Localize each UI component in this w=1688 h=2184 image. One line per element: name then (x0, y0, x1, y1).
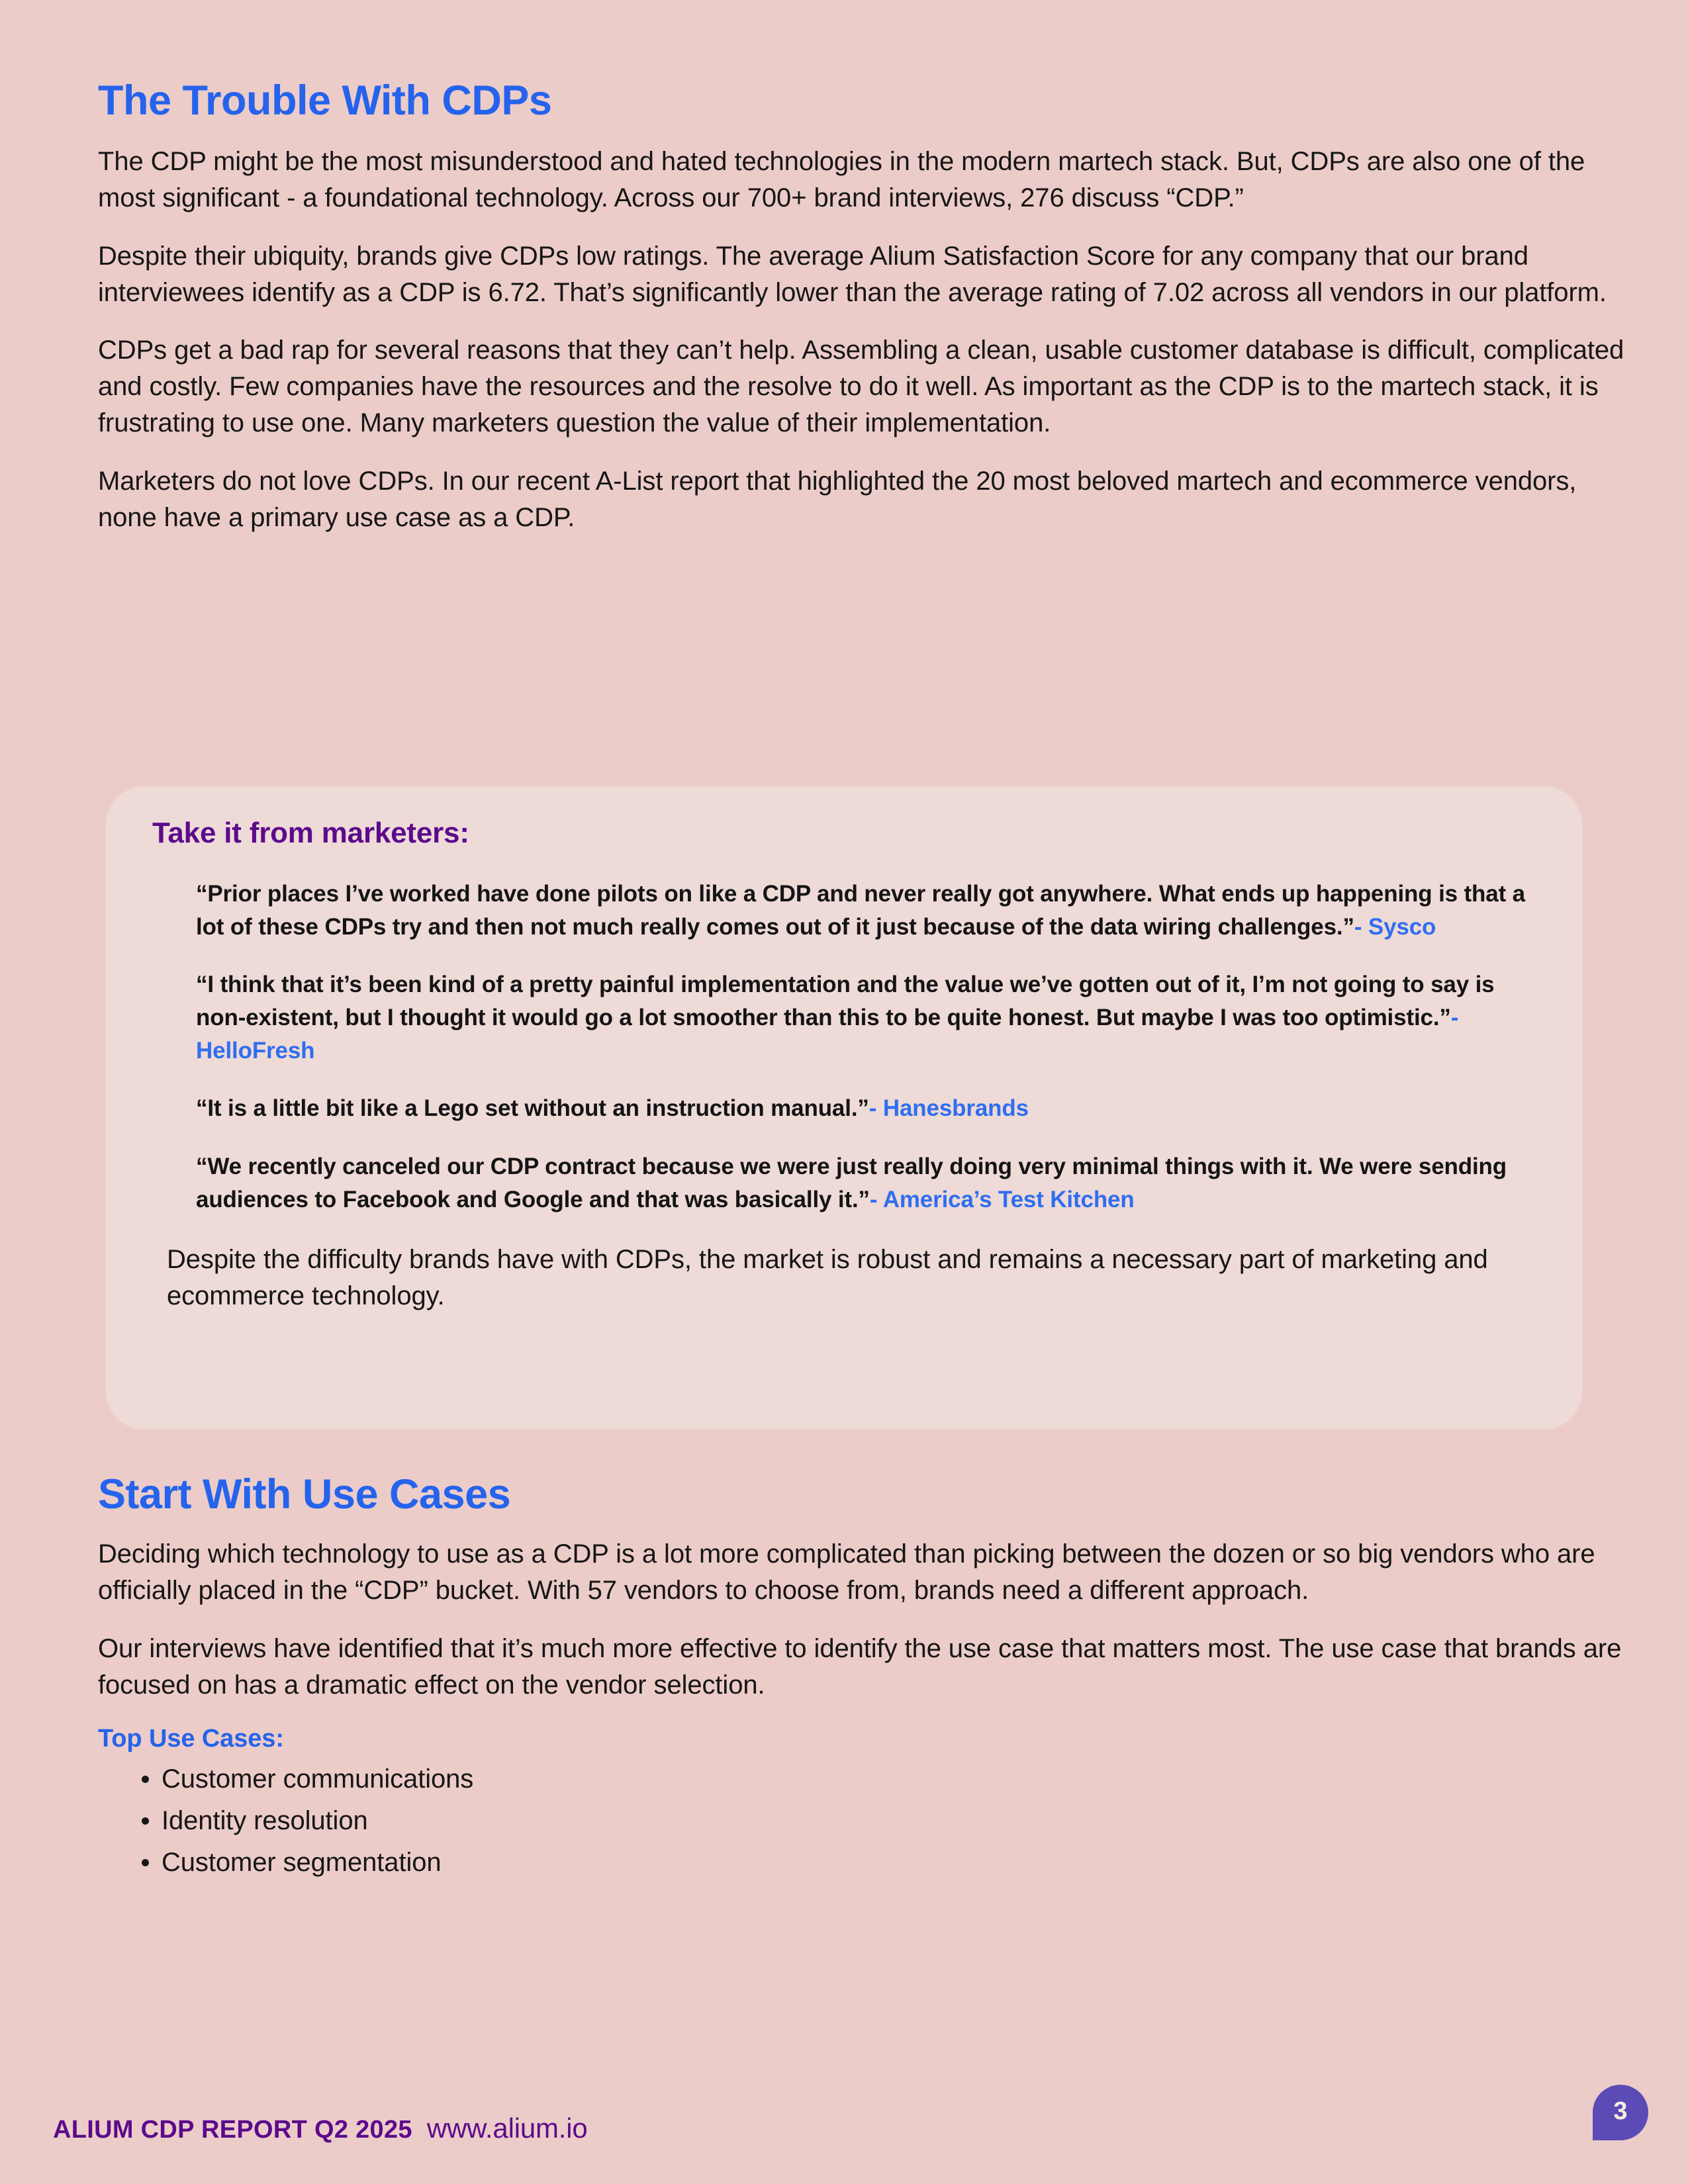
list-item: Identity resolution (139, 1800, 1627, 1842)
quote-text: “We recently canceled our CDP contract because we were just really doing very minimal things with it. We were sending audiences to Facebook and Google and that was basically it.” (196, 1154, 1507, 1212)
paragraph-interviews: Our interviews have identified that it’s much more effective to identify the use case that matters most. The use case that brands are focused on has a dramatic effect on the vendor selection. (98, 1633, 1622, 1700)
callout-closing-paragraph: Despite the difficulty brands have with CDPs, the market is robust and remains a necessary part of marketing and ecommerce technology. (167, 1244, 1488, 1310)
page-number: 3 (1613, 2097, 1628, 2125)
use-case-list (98, 1758, 1627, 1883)
list-item: Customer segmentation (139, 1842, 1627, 1884)
quote-text: “It is a little bit like a Lego set without an instruction manual.” (196, 1095, 869, 1122)
paragraph-alist: Marketers do not love CDPs. In our recent A-List report that highlighted the 20 most beloved martech and ecommerce vendors, none have a primary use case as a CDP. (98, 466, 1577, 532)
paragraph-ratings: Despite their ubiquity, brands give CDPs low ratings. The average Alium Satisfaction Score for any company that our brand interviewees identify as a CDP is 6.72. That’s significantly lower than the average rating of 7.02 across all vendors in our platform. (98, 241, 1607, 307)
use-cases-heading: Start With Use Cases (98, 1471, 511, 1518)
quote-attribution: - HelloFresh (196, 1005, 1459, 1064)
quote-text: “Prior places I’ve worked have done pilots on like a CDP and never really got anywhere. What ends up happening is that a lot of these CDPs try and then not much really comes out of it just because of the data wiring challenges.” (196, 881, 1525, 940)
list-item: Customer communications (139, 1758, 1627, 1800)
footer-report-title: ALIUM CDP REPORT Q2 2025 (53, 2116, 412, 2144)
use-cases-section (98, 1472, 1627, 1883)
quote-item (196, 1092, 1536, 1125)
page-number-badge (1593, 2085, 1648, 2140)
top-use-cases-label: Top Use Cases: (98, 1725, 284, 1753)
paragraph-intro: The CDP might be the most misunderstood and hated technologies in the modern martech stack. But, CDPs are also one of the most significant - a foundational technology. Across our 700+ brand interviews, 276 discuss “CDP.” (98, 147, 1585, 213)
quote-attribution: - Sysco (1354, 913, 1436, 940)
paragraph-bad-rap: CDPs get a bad rap for several reasons that they can’t help. Assembling a clean, usable customer database is difficult, complicated and costly. Few companies have the resources and the resolve to do it well. As important as the CDP is to the martech stack, it is frustrating to use one. Many marketers question the value of their implementation. (98, 336, 1624, 438)
footer-website-link[interactable]: www.alium.io (426, 2113, 588, 2144)
marketer-quotes-callout (106, 786, 1582, 1430)
page-title: The Trouble With CDPs (98, 77, 552, 124)
quote-item (196, 968, 1536, 1067)
page-footer (53, 2113, 588, 2144)
main-content (98, 78, 1627, 536)
quote-list (152, 878, 1536, 1216)
quote-attribution: - America’s Test Kitchen (869, 1186, 1135, 1212)
quote-item (196, 1150, 1536, 1216)
quote-attribution: - Hanesbrands (868, 1095, 1029, 1122)
quote-text: “I think that it’s been kind of a pretty painful implementation and the value we’ve gotten out of it, I’m not going to say is non-existent, but I thought it would go a lot smoother than this to be quite honest. But maybe I was too optimistic.” (196, 972, 1495, 1031)
quote-item (196, 878, 1536, 943)
callout-title: Take it from marketers: (152, 817, 469, 849)
paragraph-deciding: Deciding which technology to use as a CDP is a lot more complicated than picking between the dozen or so big vendors who are officially placed in the “CDP” bucket. With 57 vendors to choose from, brands need a different approach. (98, 1539, 1595, 1606)
